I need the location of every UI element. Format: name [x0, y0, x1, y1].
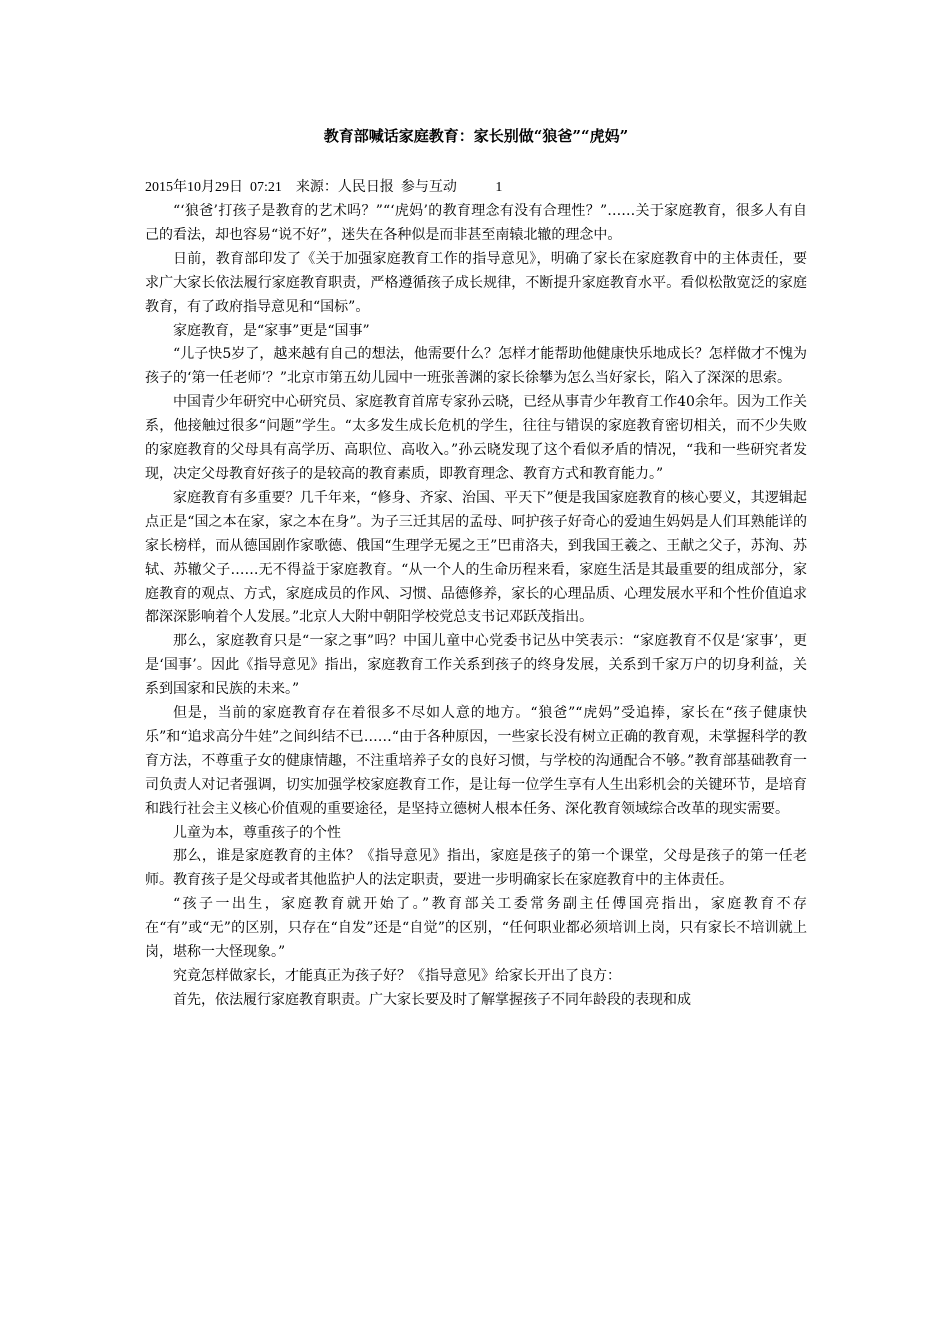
paragraph-5: 家庭教育有多重要？几千年来，“修身、齐家、治国、平天下”便是我国家庭教育的核心要义，其逻辑起点正是“国之本在家，家之本在身”。为子三迁其居的孟母、呵护孩子好奇心的爱迪生妈妈是人们耳熟能详的家长榜样，而从德国剧作家歌德、俄国“生理学无冕之王”巴甫洛夫，到我国王羲之、王献之父子，苏洵、苏轼、苏辙父子……无不得益于家庭教育。“从一个人的生命历程来看，家庭生活是其最重要的组成部分，家庭教育的观点、方式，家庭成员的作风、习惯、品德修养，家长的心理品质、心理发展水平和个性价值追求都深深影响着个人发展。”北京人大附中朝阳学校党总支书记邓跃茂指出。 [145, 489, 807, 626]
section-heading-child-centered: 儿童为本，尊重孩子的个性 [173, 824, 341, 841]
paragraph-9: “孩子一出生，家庭教育就开始了。”教育部关工委常务副主任傅国亮指出，家庭教育不存在“有”或“无”的区别，只存在“自发”还是“自觉”的区别，“任何职业都必须培训上岗，只有家长不培训就上岗，堪称一大怪现象。” [145, 896, 807, 961]
section-heading-family-education: 家庭教育，是“家事”更是“国事” [173, 322, 370, 339]
paragraph-7: 但是，当前的家庭教育存在着很多不尽如人意的地方。“狼爸”“虎妈”受追捧，家长在“孩子健康快乐”和“追求高分牛娃”之间纠结不已……“由于各种原因，一些家长没有树立正确的教育观，未掌握科学的教育方法，不尊重子女的健康情趣，不注重培养子女的良好习惯，与学校的沟通配合不够。”教育部基础教育一司负责人对记者强调，切实加强学校家庭教育工作，是让每一位学生享有人生出彩机会的关键环节，是培育和践行社会主义核心价值观的重要途径，是坚持立德树人根本任务、深化教育领域综合改革的现实需要。 [145, 705, 807, 817]
article-title: 教育部喊话家庭教育：家长别做“狼爸”“虎妈” [323, 127, 629, 145]
paragraph-1: “‘狼爸’打孩子是教育的艺术吗？”“‘虎妈’的教育理念有没有合理性？”……关于家庭教育，很多人有自己的看法，却也容易“说不好”，迷失在各种似是而非甚至南辕北辙的理念中。 [145, 203, 807, 243]
paragraph-11: 首先，依法履行家庭教育职责。广大家长要及时了解掌握孩子不同年龄段的表现和成 [173, 991, 691, 1008]
paragraph-8: 那么，谁是家庭教育的主体？《指导意见》指出，家庭是孩子的第一个课堂，父母是孩子的第一任老师。教育孩子是父母或者其他监护人的法定职责，要进一步明确家长在家庭教育中的主体责任。 [145, 848, 807, 889]
paragraph-10: 究竟怎样做家长，才能真正为孩子好？《指导意见》给家长开出了良方： [173, 968, 621, 984]
document-page [145, 124, 807, 1013]
paragraph-4: 中国青少年研究中心研究员、家庭教育首席专家孙云晓，已经从事青少年教育工作40余年。因为工作关系，他接触过很多“问题”学生。“太多发生成长危机的学生，往往与错误的家庭教育密切相关，而不少失败的家庭教育的父母具有高学历、高职位、高收入。”孙云晓发现了这个看似矛盾的情况，“我和一些研究者发现，决定父母教育好孩子的是较高的教育素质，即教育理念、教育方式和教育能力。” [145, 394, 807, 482]
paragraph-6: 那么，家庭教育只是“一家之事”吗？中国儿童中心党委书记丛中笑表示：“家庭教育不仅是‘家事’，更是‘国事’。因此《指导意见》指出，家庭教育工作关系到孩子的终身发展，关系到千家万户的切身利益，关系到国家和民族的未来。” [145, 633, 807, 698]
paragraph-2: 日前，教育部印发了《关于加强家庭教育工作的指导意见》，明确了家长在家庭教育中的主体责任，要求广大家长依法履行家庭教育职责，严格遵循孩子成长规律，不断提升家庭教育水平。看似松散宽泛的家庭教育，有了政府指导意见和“国标”。 [145, 250, 807, 315]
paragraph-3: “儿子快5岁了，越来越有自己的想法，他需要什么？怎样才能帮助他健康快乐地成长？怎样做才不愧为孩子的‘第一任老师’？”北京市第五幼儿园中一班张善渊的家长徐攀为怎么当好家长，陷入了深深的思索。 [145, 346, 807, 387]
article-meta: 2015年10月29日 07:21 来源：人民日报 参与互动 1 [145, 180, 503, 195]
